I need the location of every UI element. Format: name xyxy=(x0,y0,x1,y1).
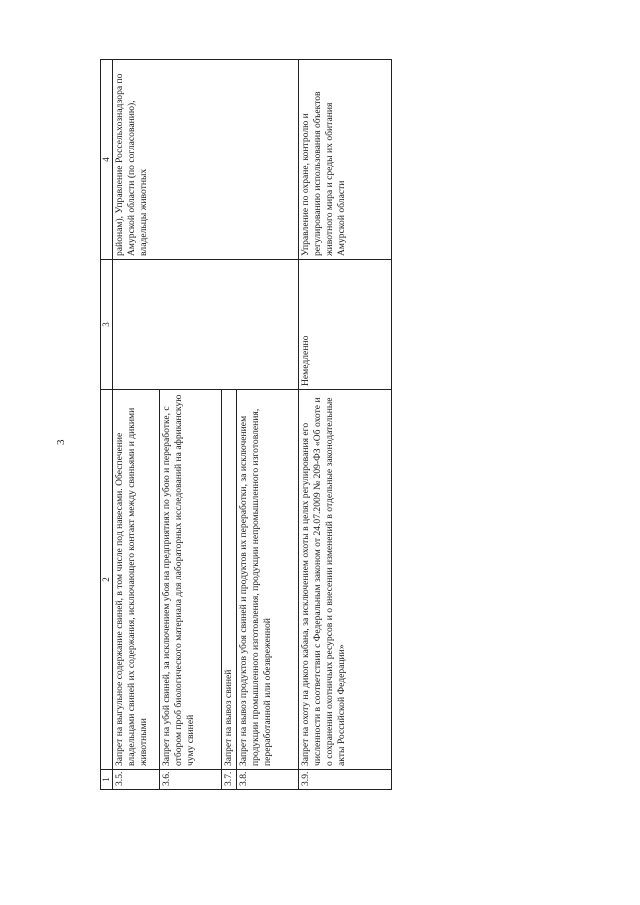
responsible-cell xyxy=(160,60,222,260)
term-cell xyxy=(222,260,237,390)
measure-cell: Запрет на вывоз продуктов убоя свиней и продуктов их переработки, за исключением продукции промышленного изготовления, продукции непромышленного изготовления, переработанной или обезвреженной xyxy=(237,390,299,770)
responsible-cell: районам), Управление Россельхознадзора по Амурской области (по согласованию), владельцы животных xyxy=(113,60,160,260)
term-cell xyxy=(237,260,299,390)
term-cell xyxy=(113,260,160,390)
column-header-4: 4 xyxy=(101,60,113,260)
term-cell xyxy=(160,260,222,390)
row-number: 3.5. xyxy=(113,770,160,790)
table-row xyxy=(160,60,222,790)
table-row xyxy=(113,60,160,790)
column-header-2: 2 xyxy=(101,390,113,770)
measure-cell: Запрет на убой свиней, за исключением убоя на предприятиях по убою и переработке, с отбором проб биологического материала для лабораторных исследований на африканскую чуму свиней xyxy=(160,390,222,770)
row-number: 3.9. xyxy=(299,770,392,790)
column-header-1: 1 xyxy=(101,770,113,790)
measure-cell: Запрет на выгульное содержание свиней, в том числе под навесами. Обеспечение владельцами свиней их содержания, исключающего контакт между свиньями и дикими животными xyxy=(113,390,160,770)
measure-cell: Запрет на вывоз свиней xyxy=(222,390,237,770)
term-cell: Немедленно xyxy=(299,260,392,390)
row-number: 3.6. xyxy=(160,770,222,790)
responsible-cell: Управление по охране, контролю и регулированию использования объектов животного мира и среды их обитания Амурской области xyxy=(299,60,392,260)
page-number: 3 xyxy=(55,439,67,445)
measure-cell: Запрет на охоту на дикого кабана, за исключением охоты в целях регулирования его численности в соответствии с Федеральным законом от 24.07.2009 № 209-ФЗ «Об охоте и о сохранении охотничьих ресурсов и о внесении изменений в отдельные законодательные акты Российской Федерации» xyxy=(299,390,392,770)
row-number: 3.7. xyxy=(222,770,237,790)
row-number: 3.8. xyxy=(237,770,299,790)
measures-table-container xyxy=(100,60,390,790)
column-header-3: 3 xyxy=(101,260,113,390)
table-row xyxy=(222,60,237,790)
table-header-row xyxy=(101,60,113,790)
measures-table xyxy=(100,59,392,790)
responsible-cell xyxy=(222,60,237,260)
table-row xyxy=(237,60,299,790)
table-row xyxy=(299,60,392,790)
responsible-cell xyxy=(237,60,299,260)
